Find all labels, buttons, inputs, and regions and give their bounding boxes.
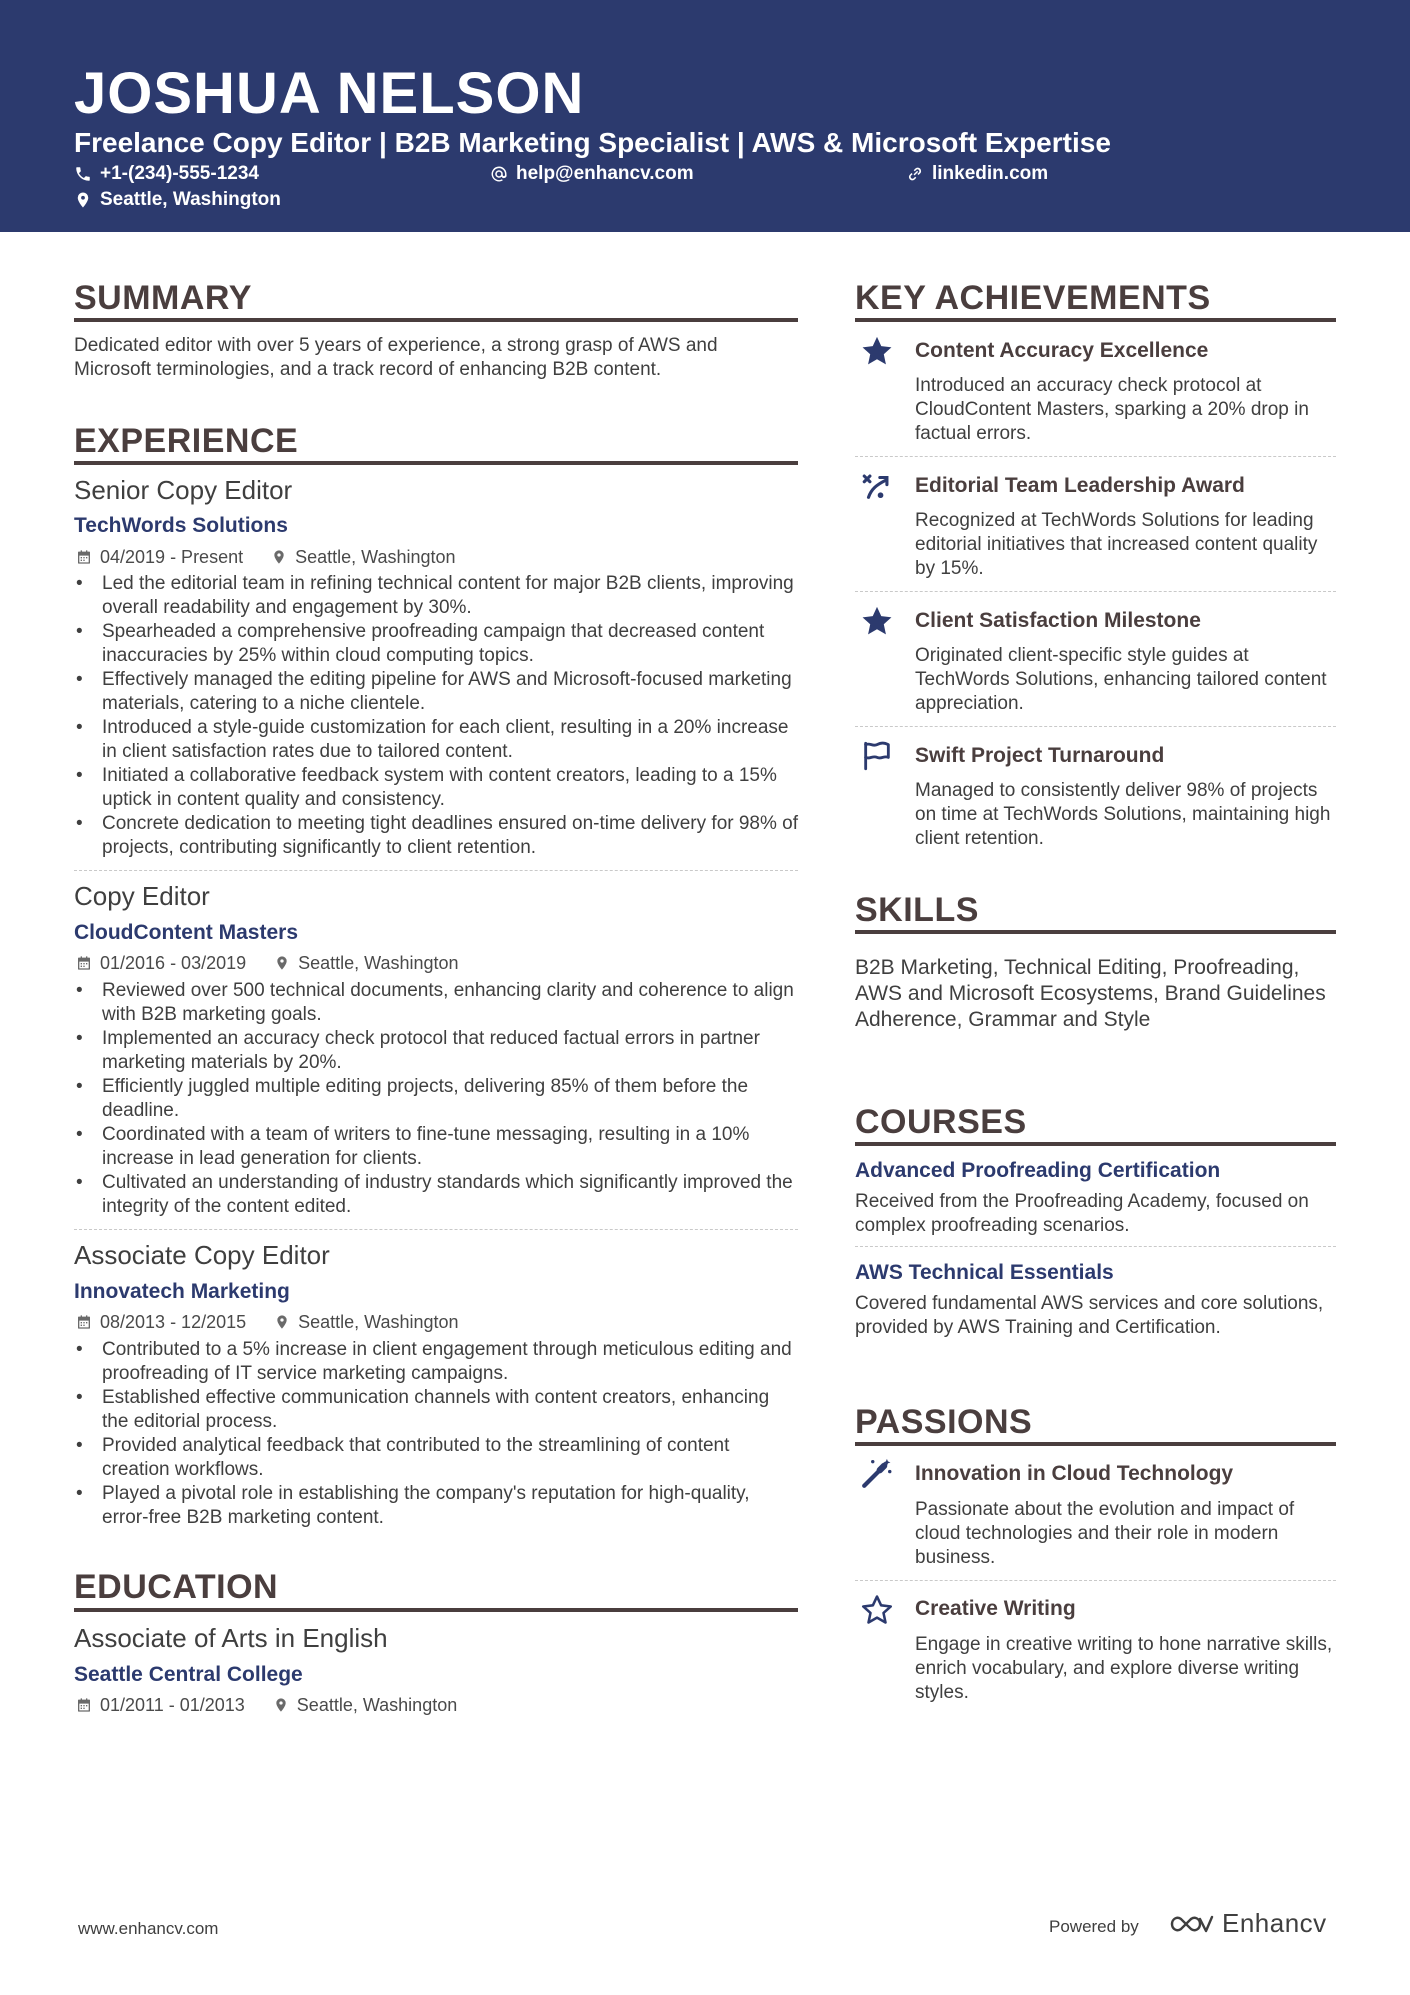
list-item: • Coordinated with a team of writers to fine-tune messaging, resulting in a 10% increase in lead generation for clients. xyxy=(74,1123,798,1171)
link-icon xyxy=(906,165,924,183)
job-meta xyxy=(76,1311,459,1333)
email-contact[interactable] xyxy=(490,162,694,186)
course-title: AWS Technical Essentials xyxy=(855,1261,1114,1284)
job-location: Seattle, Washington xyxy=(298,953,459,973)
flag-icon xyxy=(860,739,894,773)
experience-rule xyxy=(74,461,798,465)
courses-heading: COURSES xyxy=(855,1103,1027,1141)
list-item: • Spearheaded a comprehensive proofreading campaign that decreased content inaccuracies by 25% within cloud computing topics. xyxy=(74,620,798,668)
summary-rule xyxy=(74,318,798,322)
location-pin-icon xyxy=(274,955,290,971)
school-name: Seattle Central College xyxy=(74,1663,303,1686)
job-dates: 08/2013 - 12/2015 xyxy=(100,1312,247,1332)
email-text: help@enhancv.com xyxy=(516,163,694,184)
divider xyxy=(855,1246,1336,1247)
divider xyxy=(855,726,1336,727)
list-item: • Concrete dedication to meeting tight deadlines ensured on-time delivery for 98% of projects, contributing significantly to client retention. xyxy=(74,812,798,860)
divider xyxy=(74,1229,798,1230)
achievement-text: Introduced an accuracy check protocol at CloudContent Masters, sparking a 20% drop in factual errors. xyxy=(915,375,1309,444)
achievement-title: Client Satisfaction Milestone xyxy=(915,609,1201,632)
achievements-rule xyxy=(855,318,1336,322)
job-meta xyxy=(76,952,459,974)
location-pin-icon xyxy=(273,1697,289,1713)
list-item: • Efficiently juggled multiple editing projects, delivering 85% of them before the deadline. xyxy=(74,1075,798,1123)
passions-rule xyxy=(855,1442,1336,1446)
enhancv-logo-icon xyxy=(1168,1911,1214,1937)
summary-text: Dedicated editor with over 5 years of experience, a strong grasp of AWS and Microsoft terminologies, and a track record of enhancing B2B content. xyxy=(74,335,718,380)
job-title: Associate Copy Editor xyxy=(74,1240,330,1270)
divider xyxy=(855,591,1336,592)
course-title: Advanced Proofreading Certification xyxy=(855,1159,1221,1182)
phone-contact[interactable] xyxy=(74,162,259,186)
experience-heading: EXPERIENCE xyxy=(74,422,299,460)
list-item: • Implemented an accuracy check protocol that reduced factual errors in partner marketing materials by 20%. xyxy=(74,1027,798,1075)
job-location: Seattle, Washington xyxy=(295,547,456,567)
list-item: • Contributed to a 5% increase in client engagement through meticulous editing and proofreading of IT service marketing campaigns. xyxy=(74,1338,798,1386)
passion-text: Engage in creative writing to hone narrative skills, enrich vocabulary, and explore diverse writing styles. xyxy=(915,1634,1333,1703)
star-outline-icon xyxy=(860,1593,894,1627)
achievements-heading: KEY ACHIEVEMENTS xyxy=(855,279,1211,317)
summary-heading: SUMMARY xyxy=(74,279,252,317)
phone-icon xyxy=(74,165,92,183)
calendar-icon xyxy=(76,1697,92,1713)
enhancv-logo[interactable] xyxy=(1168,1908,1327,1939)
company-name: CloudContent Masters xyxy=(74,921,299,944)
list-item: • Reviewed over 500 technical documents, enhancing clarity and coherence to align with B2B marketing goals. xyxy=(74,979,798,1027)
achievement-text: Recognized at TechWords Solutions for leading editorial initiatives that increased content quality by 15%. xyxy=(915,510,1318,579)
job-location: Seattle, Washington xyxy=(298,1312,459,1332)
passion-title: Innovation in Cloud Technology xyxy=(915,1462,1234,1485)
company-name: TechWords Solutions xyxy=(74,514,288,537)
divider xyxy=(74,870,798,871)
location-pin-icon xyxy=(271,549,287,565)
list-item: • Led the editorial team in refining technical content for major B2B clients, improving overall readability and engagement by 30%. xyxy=(74,572,798,620)
job-dates: 04/2019 - Present xyxy=(100,547,244,567)
achievement-text: Managed to consistently deliver 98% of projects on time at TechWords Solutions, maintaining high client retention. xyxy=(915,780,1331,849)
at-icon xyxy=(490,165,508,183)
education-dates: 01/2011 - 01/2013 xyxy=(100,1695,245,1715)
list-item: • Provided analytical feedback that contributed to the streamlining of content creation workflows. xyxy=(74,1434,798,1482)
linkedin-contact[interactable] xyxy=(906,162,1048,186)
achievement-title: Swift Project Turnaround xyxy=(915,744,1165,767)
education-location: Seattle, Washington xyxy=(296,1695,458,1715)
candidate-name: JOSHUA NELSON xyxy=(74,61,585,126)
passions-heading: PASSIONS xyxy=(855,1403,1033,1441)
achievement-text: Originated client-specific style guides at TechWords Solutions, enhancing tailored content appreciation. xyxy=(915,645,1327,714)
skills-rule xyxy=(855,930,1336,934)
achievement-title: Content Accuracy Excellence xyxy=(915,339,1209,362)
course-text: Covered fundamental AWS services and core solutions, provided by AWS Training and Certification. xyxy=(855,1293,1324,1338)
passion-text: Passionate about the evolution and impact of cloud technologies and their role in modern business. xyxy=(915,1499,1295,1568)
enhancv-logo-text: Enhancv xyxy=(1222,1908,1327,1938)
strategy-icon xyxy=(860,469,894,503)
education-meta xyxy=(76,1694,457,1716)
star-icon xyxy=(860,334,894,368)
location-text: Seattle, Washington xyxy=(100,189,281,210)
degree-title: Associate of Arts in English xyxy=(74,1623,388,1653)
job-bullets xyxy=(74,979,798,1219)
location-contact xyxy=(74,188,281,212)
job-dates: 01/2016 - 03/2019 xyxy=(100,953,247,973)
phone-text: +1-(234)-555-1234 xyxy=(100,163,259,184)
magic-wand-icon xyxy=(860,1456,894,1490)
job-title: Copy Editor xyxy=(74,881,210,911)
linkedin-text: linkedin.com xyxy=(932,163,1049,184)
passion-title: Creative Writing xyxy=(915,1597,1076,1620)
resume-header xyxy=(0,0,1410,232)
headline: Freelance Copy Editor | B2B Marketing Specialist | AWS & Microsoft Expertise xyxy=(74,127,1111,158)
list-item: • Effectively managed the editing pipeline for AWS and Microsoft-focused marketing materials, catering to a niche clientele. xyxy=(74,668,798,716)
divider xyxy=(855,1580,1336,1581)
powered-by-text: Powered by xyxy=(1049,1917,1139,1936)
footer-url[interactable]: www.enhancv.com xyxy=(78,1919,219,1938)
job-title: Senior Copy Editor xyxy=(74,475,293,505)
company-name: Innovatech Marketing xyxy=(74,1280,290,1303)
list-item: • Established effective communication channels with content creators, enhancing the editorial process. xyxy=(74,1386,798,1434)
list-item: • Played a pivotal role in establishing the company's reputation for high-quality, error-free B2B marketing content. xyxy=(74,1482,798,1530)
achievement-title: Editorial Team Leadership Award xyxy=(915,474,1245,497)
calendar-icon xyxy=(76,1314,92,1330)
skills-heading: SKILLS xyxy=(855,891,979,929)
location-pin-icon xyxy=(274,1314,290,1330)
job-meta xyxy=(76,546,456,568)
skills-list: B2B Marketing, Technical Editing, Proofreading, AWS and Microsoft Ecosystems, Brand Guidelines Adherence, Grammar and Style xyxy=(855,956,1326,1031)
divider xyxy=(855,456,1336,457)
job-bullets xyxy=(74,1338,798,1530)
courses-rule xyxy=(855,1142,1336,1146)
list-item: • Cultivated an understanding of industry standards which significantly improved the integrity of the content edited. xyxy=(74,1171,798,1219)
education-heading: EDUCATION xyxy=(74,1568,279,1606)
list-item: • Initiated a collaborative feedback system with content creators, leading to a 15% uptick in content quality and consistency. xyxy=(74,764,798,812)
star-icon xyxy=(860,604,894,638)
calendar-icon xyxy=(76,955,92,971)
list-item: • Introduced a style-guide customization for each client, resulting in a 20% increase in client satisfaction rates due to tailored content. xyxy=(74,716,798,764)
education-rule xyxy=(74,1608,798,1612)
location-pin-icon xyxy=(74,191,92,209)
job-bullets xyxy=(74,572,798,860)
calendar-icon xyxy=(76,549,92,565)
course-text: Received from the Proofreading Academy, focused on complex proofreading scenarios. xyxy=(855,1191,1309,1236)
